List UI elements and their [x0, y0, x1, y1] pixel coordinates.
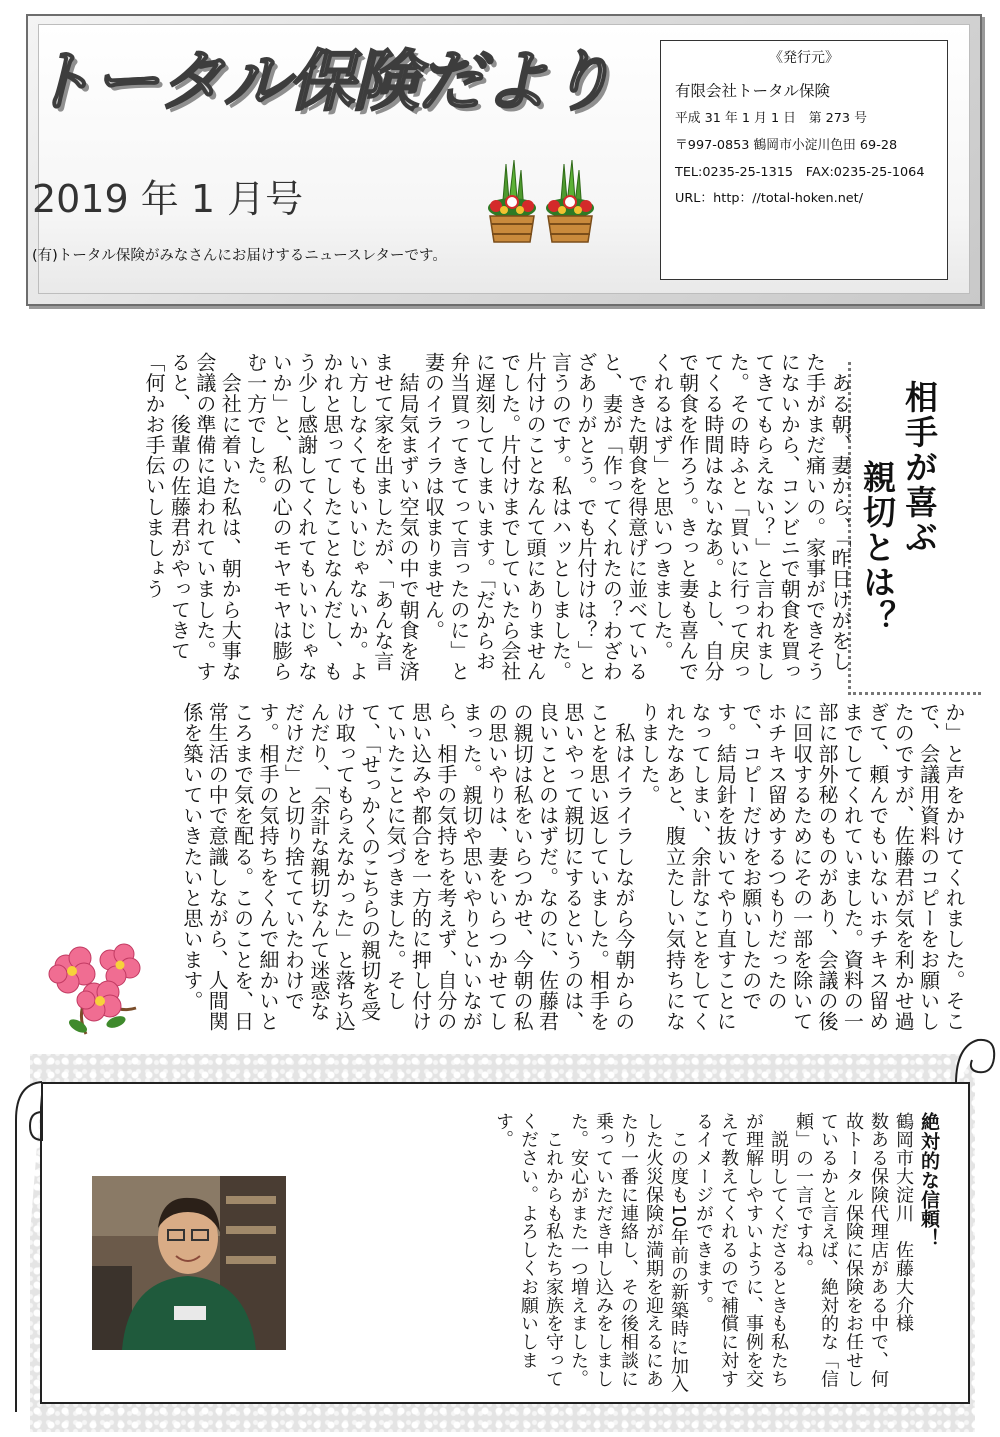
testimonial-body: 数ある保険代理店がある中で、何故トータル保険に保険をお任せしているかと言えば、絶対的な「信頼」の一言ですね。 説明してくださるときも私たちが理解しやすいように、事例を交えて教えてくれるので補償に対するイメージができます。 この度も10年前の新築時に加入した火災保険が満期を迎えるにあたり一番に連絡し、その後相談に乗っていただき申し込みをしました。安心がまた一つ増えました。 これからも私たち家族を守ってください。よろしくお願いします。: [493, 1112, 889, 1394]
article-headline-line1: 相手が喜ぶ: [900, 380, 939, 555]
newsletter-masthead: トータル保険だより: [28, 43, 613, 120]
scroll-curl-left-icon: [12, 1080, 52, 1416]
issue-label: 2019 年 1 月号: [32, 177, 304, 221]
article-column-2: か」と声をかけてくれました。そこで、会議用資料のコピーをお願いしたのですが、佐藤君が気を利かせ過ぎて、頼んでもいないホチキス留めまでしてくれていました。資料の一部に部外秘のものがあり、会議の後に回収するためにその一部を除いてホチキス留めするつもりだったので、コピーだけをお願いしたのです。結局針を抜いてやり直すことになってしまい、余計なことをしてくれたなあと、腹立たしい気持ちになりました。 私はイライラしながら今朝からのことを思い返していました。相手を思いやって親切にするというのは、良いことのはずだ。なのに、佐藤君の親切は私をいらつかせ、今朝の私の思いやりは、妻をいらつかせてしまった。親切や思いやりといいながら、相手の気持ちを考えず、自分の思い込みや都合を一方的に押し付けていたことに気づきました。そして、「せっかくのこちらの親切を受け取ってもらえなかった」と落ち込んだり、「余計な親切なんて迷惑なだけだ」と切り捨てていたわけです。相手の気持ちをくんで細かいところまで気を配る。このことを、日常生活の中で意識しながら、人間関係を築いていきたいと思います。: [179, 702, 966, 1032]
publisher-box: [660, 40, 948, 280]
testimonial-title: 絶対的な信頼！: [918, 1112, 940, 1248]
scroll-curl-right-icon: [950, 1032, 998, 1092]
article-headline-line2: 親切とは？: [858, 460, 897, 635]
customer-portrait-photo: [92, 1176, 286, 1350]
publisher-company: 有限会社トータル保険: [675, 82, 831, 101]
publisher-url: URL：http：//total-hoken.net/: [675, 191, 864, 207]
kadomatsu-icon: [542, 160, 598, 244]
kadomatsu-icon: [484, 160, 540, 244]
publisher-address: 〒997-0853 鶴岡市小淀川色田 69-28: [675, 137, 898, 153]
testimonial-author: 鶴岡市大淀川 佐藤大介様: [893, 1112, 914, 1333]
camellia-flower-icon: [44, 938, 144, 1038]
publisher-issue-date: 平成 31 年 1 月 1 日 第 273 号: [675, 111, 867, 127]
publisher-label: 《発行元》: [769, 50, 839, 66]
publisher-contact: TEL:0235-25-1315 FAX:0235-25-1064: [675, 164, 925, 180]
testimonial-text: [302, 1112, 942, 1402]
newsletter-tagline: (有)トータル保険がみなさんにお届けするニュースレターです。: [32, 248, 447, 264]
article-column-1: ある朝、妻から、「昨日けがをした手がまだ痛いの。家事ができそうにないから、コンビニで朝食を買ってきてもらえない？」と言われました。その時ふと「買いに行って戻ってくる時間はないなあ。よし、自分で朝食を作ろう。きっと妻も喜んでくれるはず」と思いつきました。 できた朝食を得意げに並べていると、妻が「作ってくれたの？わざわざありがとう。でも片付けは？」と言うのです。私はハッとしました。片付けのことなんて頭にありませんでした。片付けまでしていたら会社に遅刻してしまいます。「だからお弁当買ってきてって言ったのに」と妻のイライラは収まりません。 結局気まずい空気の中で朝食を済ませて家を出ましたが、「あんな言い方しなくてもいいじゃないか。よかれと思ってしたことなんだし、もう少し感謝してくれてもいいじゃないか」と、私の心のモヤモヤは膨らむ一方でした。 会社に着いた私は、朝から大事な会議の準備に追われていました。すると、後輩の佐藤君がやってきて「何かお手伝いしましょう: [142, 352, 852, 682]
